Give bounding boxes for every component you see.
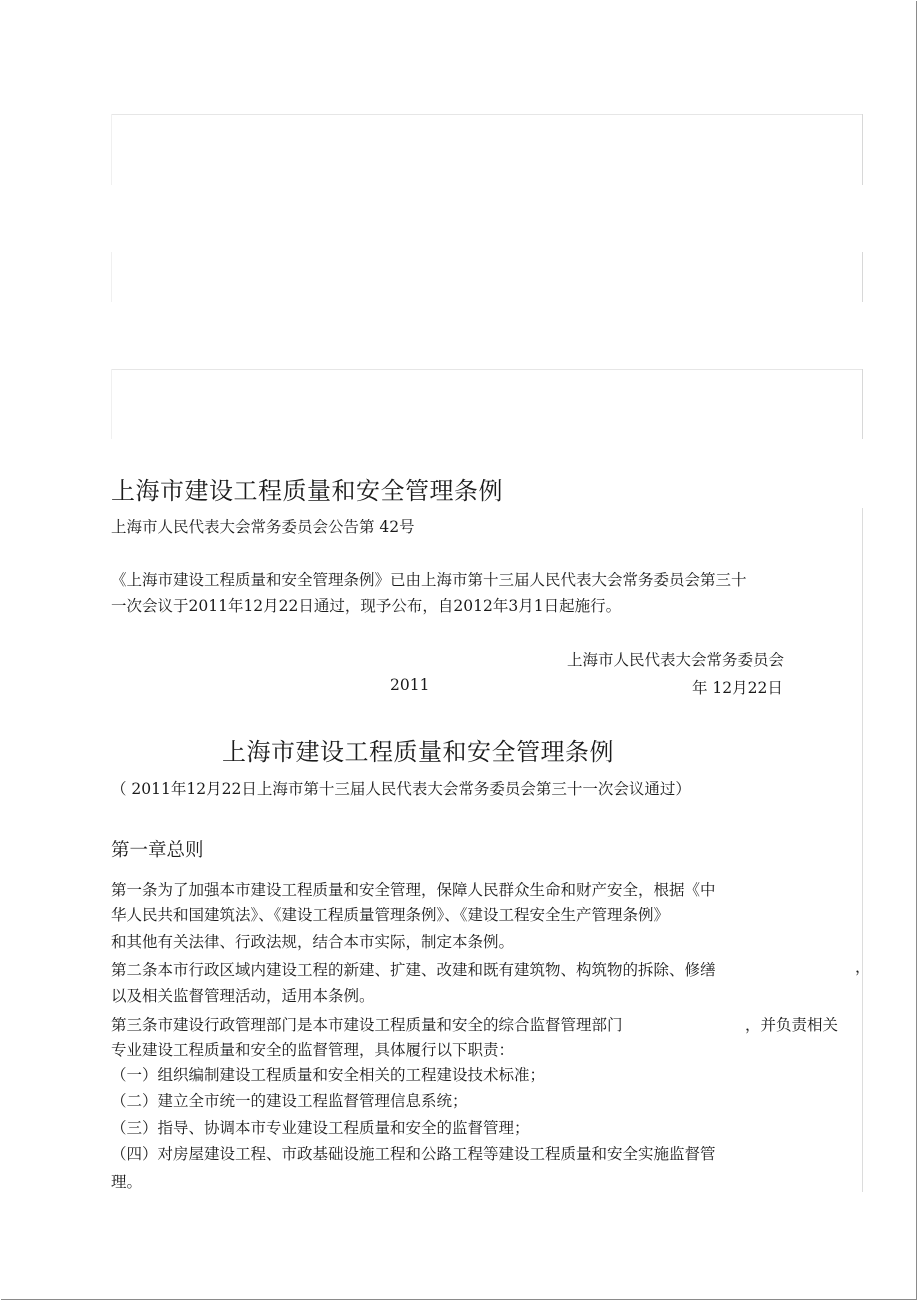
announcement-number: 上海市人民代表大会常务委员会公告第 42号: [111, 518, 415, 536]
signature-date-year: 2011: [390, 676, 430, 694]
passed-note: （ 2011年12月22日上海市第十三届人民代表大会常务委员会第三十一次会议通过）: [111, 780, 691, 798]
article-3-line-1: 第三条市建设行政管理部门是本市建设工程质量和安全的综合监督管理部门: [111, 1016, 623, 1034]
signature-issuer: 上海市人民代表大会常务委员会: [567, 651, 785, 669]
empty-frame-3: [111, 369, 863, 439]
article-1-line-3: 和其他有关法律、行政法规，结合本市实际，制定本条例。: [111, 933, 515, 951]
duty-item-3: （三）指导、协调本市专业建设工程质量和安全的监督管理；: [111, 1119, 530, 1137]
right-margin-rule: [862, 508, 863, 1192]
regulation-title: 上海市建设工程质量和安全管理条例: [222, 738, 614, 766]
duty-item-1: （一）组织编制建设工程质量和安全相关的工程建设技术标准；: [111, 1066, 546, 1084]
signature-date-rest: 年 12月22日: [692, 679, 783, 697]
article-3-line-2: 专业建设工程质量和安全的监督管理，具体履行以下职责：: [111, 1041, 515, 1059]
article-2-line-2: 以及相关监督管理活动，适用本条例。: [111, 987, 375, 1005]
empty-frame-1: [111, 114, 863, 185]
article-2-comma: ，: [855, 958, 871, 976]
promulgation-line-2: 一次会议于2011年12月22日通过，现予公布，自2012年3月1日起施行。: [111, 597, 622, 615]
duty-item-4: （四）对房屋建设工程、市政基础设施工程和公路工程等建设工程质量和安全实施监督管: [111, 1145, 716, 1163]
article-1-line-2: 华人民共和国建筑法》、《建设工程质量管理条例》、《建设工程安全生产管理条例》: [111, 906, 670, 924]
article-3-line-1-tail: ，并负责相关: [745, 1016, 839, 1034]
article-1-line-1: 第一条为了加强本市建设工程质量和安全管理，保障人民群众生命和财产安全，根据《中: [111, 881, 716, 899]
chapter-title: 第一章总则: [111, 840, 204, 861]
duty-item-2: （二）建立全市统一的建设工程监督管理信息系统；: [111, 1092, 468, 1110]
promulgation-line-1: 《上海市建设工程质量和安全管理条例》已由上海市第十三届人民代表大会常务委员会第三十: [111, 571, 747, 589]
document-top-title: 上海市建设工程质量和安全管理条例: [111, 477, 503, 505]
empty-frame-2: [111, 252, 863, 302]
article-2-line-1: 第二条本市行政区域内建设工程的新建、扩建、改建和既有建筑物、构筑物的拆除、修缮: [111, 961, 716, 979]
duty-item-4-continuation: 理。: [111, 1173, 143, 1191]
